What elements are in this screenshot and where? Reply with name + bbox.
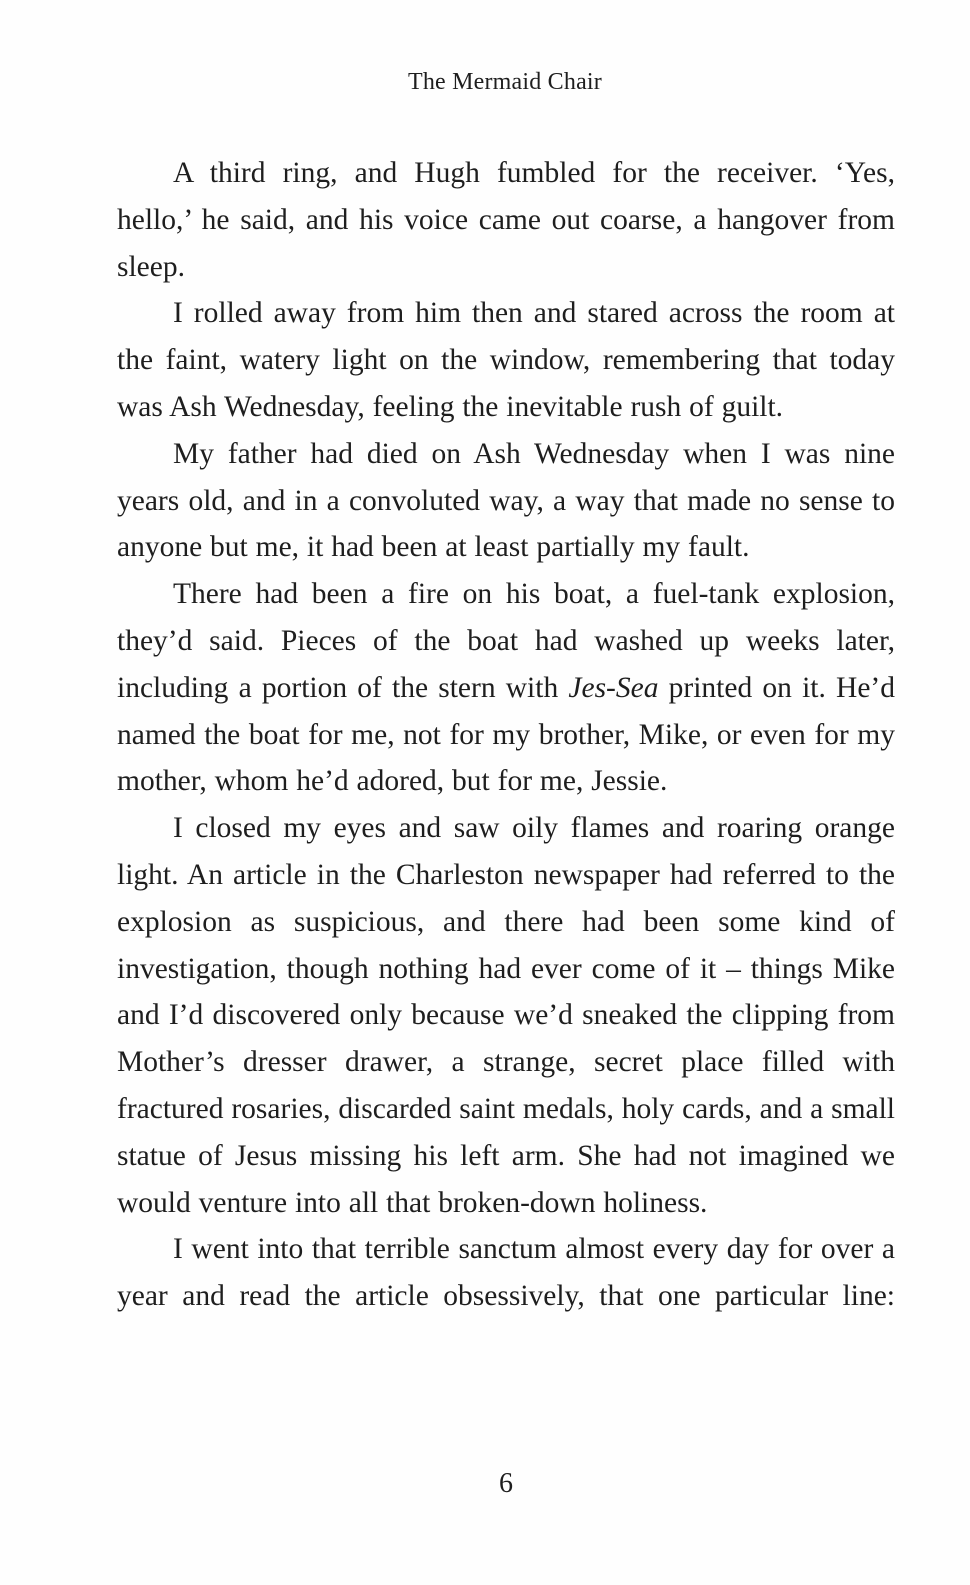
body-text bbox=[117, 150, 895, 1320]
paragraph-4-text-after: printed on it. He’d named the boat for me, not for my brother, Mike, or even for my mother, whom he’d adored, but for me, Jessie. bbox=[117, 671, 895, 798]
paragraph-2: I rolled away from him then and stared across the room at the faint, watery light on the window, remembering that today was Ash Wednesday, feeling the inevitable rush of guilt. bbox=[117, 297, 895, 423]
paragraph-3: My father had died on Ash Wednesday when I was nine years old, and in a convoluted way, a way that made no sense to anyone but me, it had been at least partially my fault. bbox=[117, 437, 895, 564]
paragraph-1: A third ring, and Hugh fumbled for the receiver. ‘Yes, hello,’ he said, and his voice came out coarse, a hangover from sleep. bbox=[117, 157, 895, 283]
paragraph-4-text-before: There had been a fire on his boat, a fuel-tank explosion, they’d said. Pieces of the boat had washed up weeks later, including a portion of the stern with bbox=[117, 578, 895, 704]
boat-name-italic: Jes-Sea bbox=[568, 671, 659, 704]
page-number: 6 bbox=[499, 1468, 513, 1499]
paragraph-4 bbox=[117, 571, 895, 805]
paragraph-5: I closed my eyes and saw oily flames and roaring orange light. An article in the Charleston newspaper had referred to the explosion as suspicious, and there had been some kind of investigation, though nothing had ever come of it – things Mike and I’d discovered only because we’d sneaked the clipping from Mother’s dresser drawer, a strange, secret place filled with fractured rosaries, discarded saint medals, holy cards, and a small statue of Jesus missing his left arm. She had not imagined we would venture into all that broken-down holiness. bbox=[117, 812, 895, 1219]
paragraph-6: I went into that terrible sanctum almost every day for over a year and read the article obsessively, that one particular line: bbox=[117, 1233, 895, 1313]
running-head: The Mermaid Chair bbox=[407, 69, 602, 95]
